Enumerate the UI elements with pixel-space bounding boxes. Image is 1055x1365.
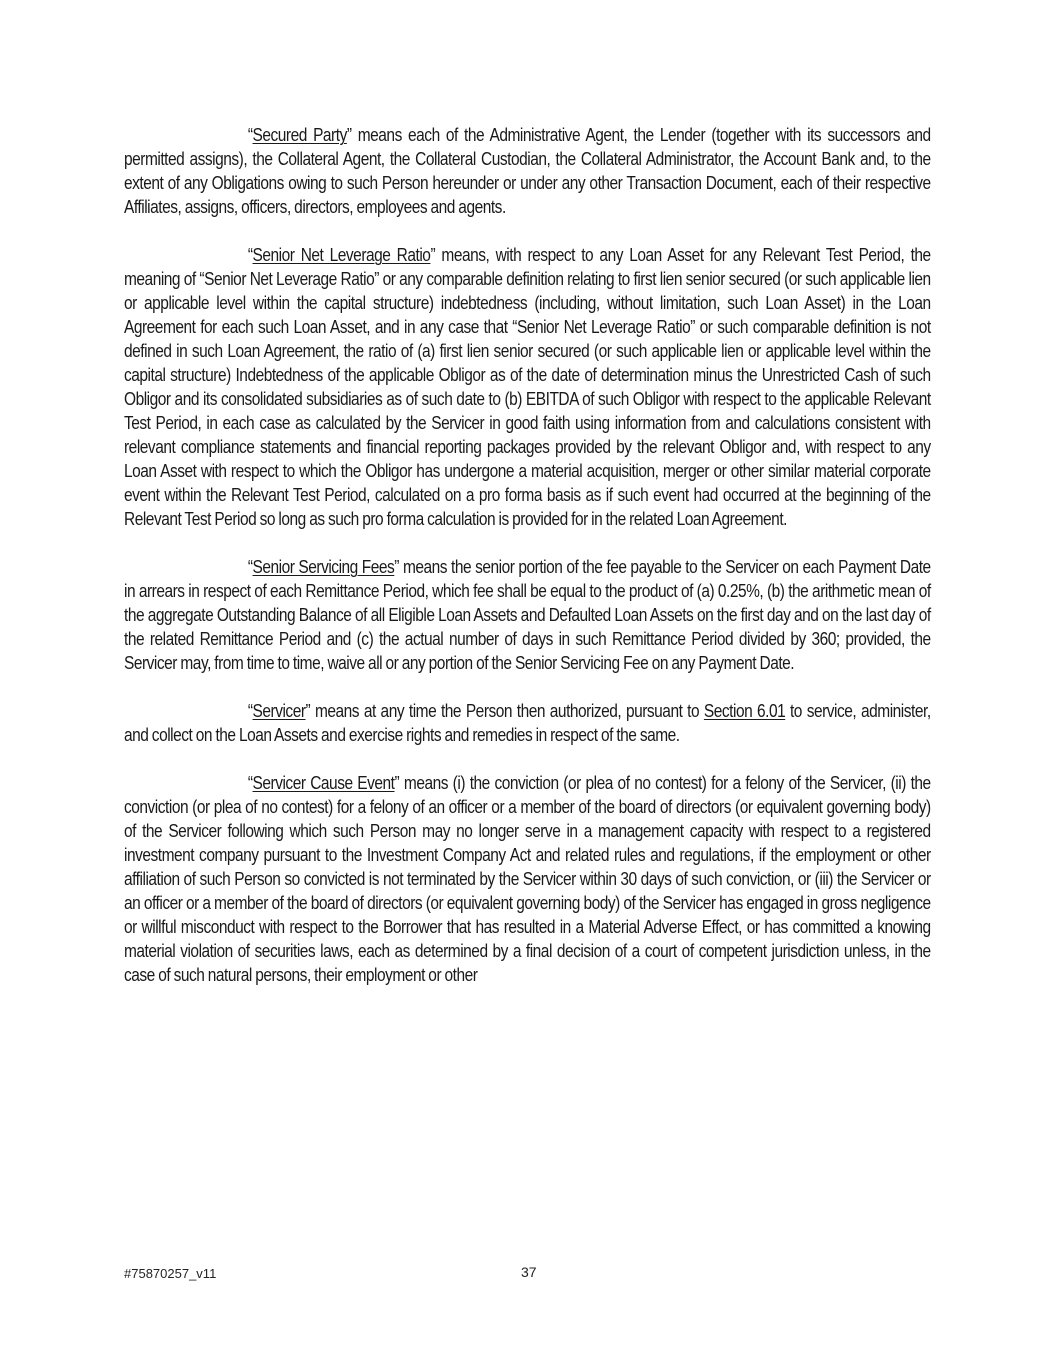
defined-term: Servicer Cause Event (252, 773, 395, 793)
open-quote: “ (247, 125, 253, 145)
defined-term: Senior Servicing Fees (252, 557, 395, 577)
definition-body: means, with respect to any Loan Asset for any Relevant Test Period, the meaning of “Senior Net Leverage Ratio” or any comparable definition relating to first lien senior secured (or such applicable lien or applicable level within the capital structure) indebtedness (including, without limitation, such Loan Asset) in the Loan Agreement for each such Loan Asset, and in any case that “Senior Net Leverage Ratio” or such comparable definition is not defined in such Loan Agreement, the ratio of (a) first lien senior secured (or such applicable lien or applicable level within the capital structure) Indebtedness of the applicable Obligor as of the date of determination minus the Unrestricted Cash of such Obligor and its consolidated subsidiaries as of such date to (b) EBITDA of such Obligor with respect to the applicable Relevant Test Period, in each case as calculated by the Servicer in good faith using information from and calculations consistent with relevant compliance statements and financial reporting packages provided by the relevant Obligor and, with respect to any Loan Asset with respect to which the Obligor has undergone a material acquisition, merger or other similar material corporate event within the Relevant Test Period, calculated on a pro forma basis as if such event had occurred at the beginning of the Relevant Test Period so long as such pro forma calculation is provided for in the related Loan Agreement. (124, 245, 931, 529)
definition-servicer-cause-event (124, 771, 931, 987)
definition-senior-net-leverage-ratio (124, 243, 931, 531)
section-reference-link[interactable]: Section 6.01 (703, 701, 786, 721)
open-quote: “ (247, 245, 253, 265)
close-quote: ” (430, 245, 436, 265)
close-quote: ” (394, 557, 399, 577)
definition-body: means the senior portion of the fee payable to the Servicer on each Payment Date in arrears in respect of each Remittance Period, which fee shall be equal to the product of (a) 0.25%, (b) the arithmetic mean of the aggregate Outstanding Balance of all Eligible Loan Assets and Defaulted Loan Assets on the first day and on the last day of the related Remittance Period and (c) the actual number of days in such Remittance Period divided by 360; provided, the Servicer may, from time to time, waive all or any portion of the Senior Servicing Fee on any Payment Date. (124, 557, 931, 673)
defined-term: Secured Party (252, 125, 347, 145)
defined-term: Senior Net Leverage Ratio (252, 245, 431, 265)
close-quote: ” (346, 125, 352, 145)
definition-body: means (i) the conviction (or plea of no contest) for a felony of the Servicer, (ii) the conviction (or plea of no contest) for a felony of an officer or a member of the board of directors (or equivalent governing body) of the Servicer following which such Person may no longer serve in a management capacity with respect to a registered investment company pursuant to the Investment Company Act and related rules and regulations, if the employment or other affiliation of such Person so convicted is not terminated by the Servicer within 30 days of such conviction, or (iii) the Servicer or an officer or a member of the board of directors (or equivalent governing body) of the Servicer has engaged in gross negligence or willful misconduct with respect to the Borrower that has resulted in a Material Adverse Effect, or has committed a knowing material violation of securities laws, each as determined by a final decision of a court of competent jurisdiction unless, in the case of such natural persons, their employment or other (124, 773, 931, 985)
document-page (124, 123, 931, 1011)
footer-page-number: 37 (521, 1264, 537, 1280)
definition-body-continued: to service, administer, and collect on the Loan Assets and exercise rights and remedies in respect of the same. (124, 701, 931, 745)
definition-senior-servicing-fees (124, 555, 931, 675)
close-quote: ” (305, 701, 311, 721)
definition-body: means each of the Administrative Agent, the Lender (together with its successors and permitted assigns), the Collateral Agent, the Collateral Custodian, the Collateral Administrator, the Account Bank and, to the extent of any Obligations owing to such Person hereunder or under any other Transaction Document, each of their respective Affiliates, assigns, officers, directors, employees and agents. (124, 125, 931, 217)
definition-body: means at any time the Person then authorized, pursuant to (310, 701, 704, 721)
open-quote: “ (247, 773, 253, 793)
open-quote: “ (247, 701, 253, 721)
footer-document-id: #75870257_v11 (124, 1266, 217, 1281)
close-quote: ” (394, 773, 400, 793)
open-quote: “ (247, 557, 253, 577)
defined-term: Servicer (252, 701, 306, 721)
definition-secured-party (124, 123, 931, 219)
definition-servicer (124, 699, 931, 747)
